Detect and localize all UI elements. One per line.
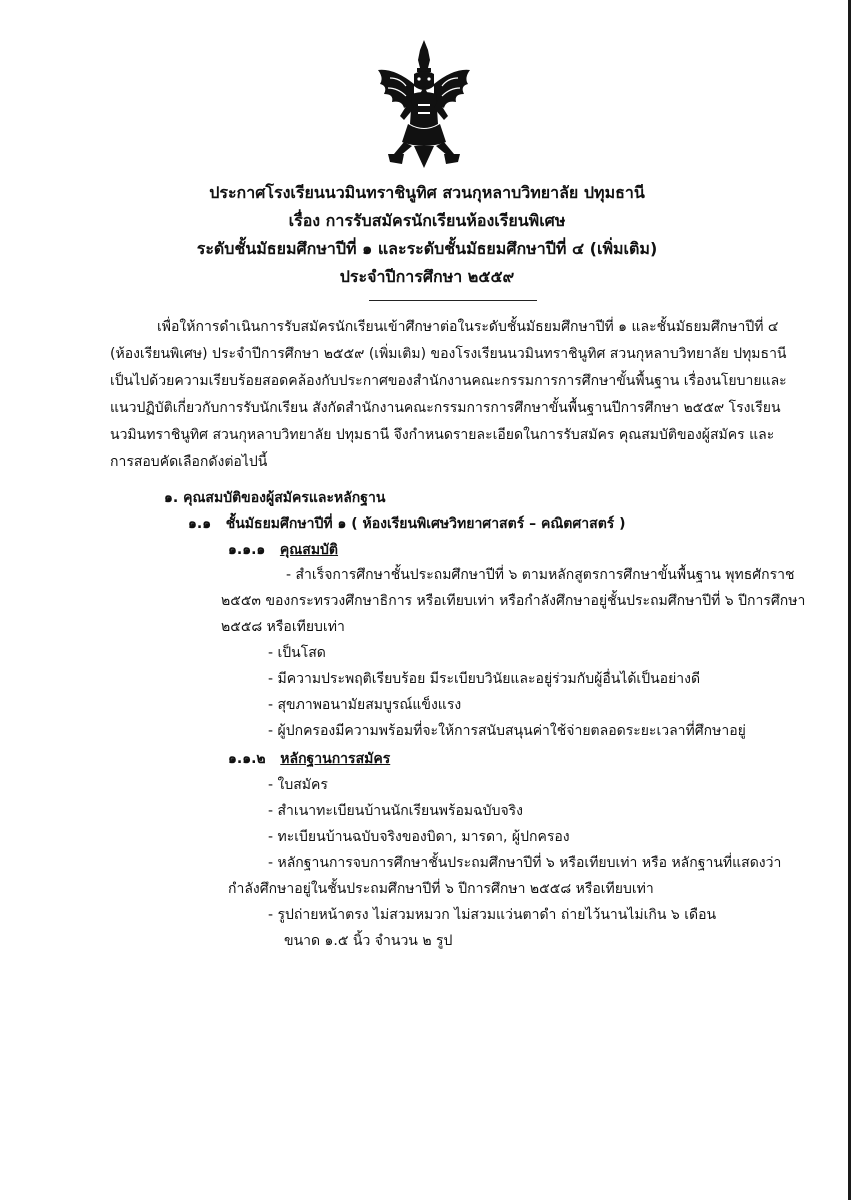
qualification-line: - เป็นโสด [268,645,326,661]
intro-line: เป็นไปด้วยความเรียบร้อยสอดคล้องกับประกาศของสำนักงานคณะกรรมการการศึกษาขั้นพื้นฐาน เรื่องนโยบายและ [110,373,787,389]
document-line: ขนาด ๑.๕ นิ้ว จำนวน ๒ รูป [284,933,453,949]
garuda-emblem-icon [374,38,474,170]
heading-divider [369,300,537,301]
section-1-1-title: ชั้นมัธยมศึกษาปีที่ ๑ ( ห้องเรียนพิเศษวิทยาศาสตร์ – คณิตศาสตร์ ) [225,516,626,532]
qualification-line: - ผู้ปกครองมีความพร้อมที่จะให้การสนับสนุนค่าใช้จ่ายตลอดระยะเวลาที่ศึกษาอยู่ [268,723,746,739]
qualification-line: ๒๕๕๘ หรือเทียบเท่า [221,619,345,635]
section-1-1-2-number: ๑.๑.๒ [228,751,266,767]
qualification-line: - มีความประพฤติเรียบร้อย มีระเบียบวินัยและอยู่ร่วมกับผู้อื่นได้เป็นอย่างดี [268,671,701,687]
announcement-subject: เรื่อง การรับสมัครนักเรียนห้องเรียนพิเศษ [288,211,566,230]
document-line: - ทะเบียนบ้านฉบับจริงของบิดา, มารดา, ผู้ปกครอง [268,829,570,845]
scan-edge-border [848,0,851,1200]
document-line: กำลังศึกษาอยู่ในชั้นประถมศึกษาปีที่ ๖ ปีการศึกษา ๒๕๕๘ หรือเทียบเท่า [228,881,654,897]
section-1-1-number: ๑.๑ [188,516,212,532]
document-line: - ใบสมัคร [268,777,328,793]
qualification-line: - สำเร็จการศึกษาชั้นประถมศึกษาปีที่ ๖ ตามหลักสูตรการศึกษาขั้นพื้นฐาน พุทธศักราช [286,567,795,583]
announcement-level: ระดับชั้นมัธยมศึกษาปีที่ ๑ และระดับชั้นมัธยมศึกษาปีที่ ๔ (เพิ่มเติม) [196,239,658,258]
section-1-1 [188,515,626,533]
qualification-line: ๒๕๕๓ ของกระทรวงศึกษาธิการ หรือเทียบเท่า หรือกำลังศึกษาอยู่ชั้นประถมศึกษาปีที่ ๖ ปีการศึกษา [221,593,806,609]
intro-line: นวมินทราชินูทิศ สวนกุหลาบวิทยาลัย ปทุมธานี จึงกำหนดรายละเอียดในการรับสมัคร คุณสมบัติของผู้สมัคร และ [110,427,775,443]
intro-line: การสอบคัดเลือกดังต่อไปนี้ [110,454,268,470]
section-1-1-2 [228,750,390,768]
intro-line: แนวปฏิบัติเกี่ยวกับการรับนักเรียน สังกัดสำนักงานคณะกรรมการการศึกษาขั้นพื้นฐานปีการศึกษา ๒๕๕๙ โรงเรียน [110,400,781,416]
section-1-1-1-number: ๑.๑.๑ [228,542,266,558]
document-line: - สำเนาทะเบียนบ้านนักเรียนพร้อมฉบับจริง [268,803,524,819]
document-line: - หลักฐานการจบการศึกษาชั้นประถมศึกษาปีที่ ๖ หรือเทียบเท่า หรือ หลักฐานที่แสดงว่า [268,855,782,871]
announcement-year: ประจำปีการศึกษา ๒๕๕๙ [339,267,515,286]
intro-line: เพื่อให้การดำเนินการรับสมัครนักเรียนเข้าศึกษาต่อในระดับชั้นมัธยมศึกษาปีที่ ๑ และชั้นมัธยมศึกษาปีที่ ๔ [157,319,779,335]
intro-line: (ห้องเรียนพิเศษ) ประจำปีการศึกษา ๒๕๕๙ (เพิ่มเติม) ของโรงเรียนนวมินทราชินูทิศ สวนกุหลาบวิทยาลัย ปทุมธานี [110,346,787,362]
section-1-1-2-title: หลักฐานการสมัคร [280,751,391,767]
document-line: - รูปถ่ายหน้าตรง ไม่สวมหมวก ไม่สวมแว่นตาดำ ถ่ายไว้นานไม่เกิน ๖ เดือน [268,907,717,923]
qualification-line: - สุขภาพอนามัยสมบูรณ์แข็งแรง [268,697,462,713]
announcement-title: ประกาศโรงเรียนนวมินทราชินูทิศ สวนกุหลาบวิทยาลัย ปทุมธานี [209,183,645,202]
section-1-1-1 [228,541,338,559]
section-1-title: ๑. คุณสมบัติของผู้สมัครและหลักฐาน [164,490,386,506]
section-1-1-1-title: คุณสมบัติ [279,542,339,558]
